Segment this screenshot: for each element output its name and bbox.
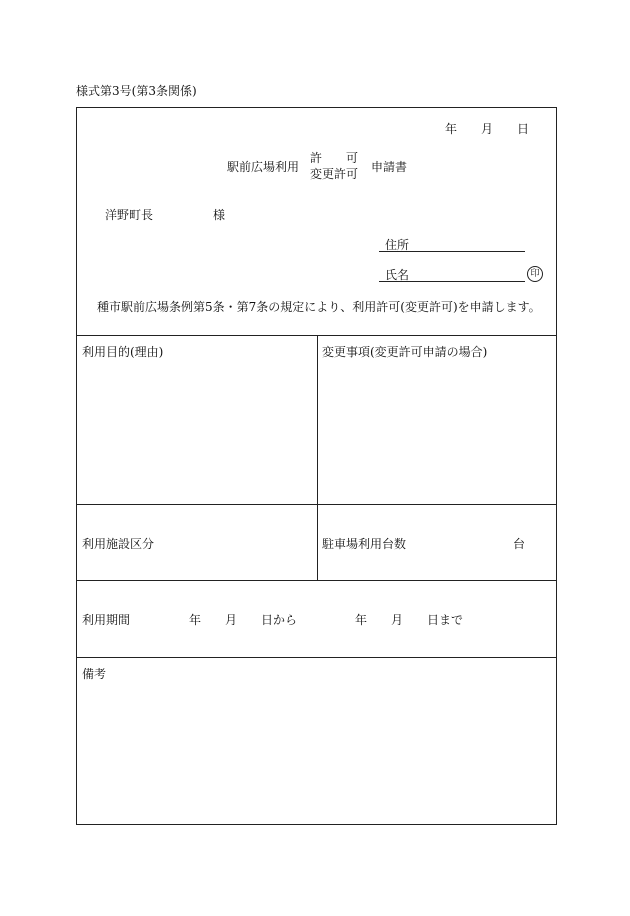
title-option-change: 変更許可: [310, 167, 359, 181]
purpose-label: 利用目的(理由): [82, 345, 164, 359]
address-label: 住所: [385, 238, 410, 252]
title-prefix: 駅前広場利用: [227, 160, 300, 174]
period-from-year: 年: [189, 613, 202, 627]
title-suffix: 申請書: [371, 160, 408, 174]
application-statement: 種市駅前広場条例第5条・第7条の規定により、利用許可(変更許可)を申請します。: [97, 300, 541, 314]
title-option-permit: 許 可: [310, 151, 359, 165]
divider-vertical: [317, 335, 318, 580]
name-label: 氏名: [385, 268, 410, 282]
addressee-honorific: 様: [213, 208, 226, 222]
period-from-suffix: 日から: [261, 613, 298, 627]
change-label: 変更事項(変更許可申請の場合): [322, 345, 488, 359]
name-underline: [379, 281, 525, 282]
parking-label: 駐車場利用台数: [322, 537, 407, 551]
seal-mark: 印: [527, 266, 543, 282]
divider-purpose: [77, 504, 556, 505]
remarks-label: 備考: [82, 667, 107, 681]
date-month: 月: [481, 122, 494, 136]
period-from-month: 月: [225, 613, 238, 627]
address-underline: [379, 251, 525, 252]
period-to-month: 月: [391, 613, 404, 627]
period-to-suffix: 日まで: [427, 613, 464, 627]
period-label: 利用期間: [82, 613, 131, 627]
period-to-year: 年: [355, 613, 368, 627]
parking-unit: 台: [513, 537, 526, 551]
application-form: [76, 107, 557, 825]
addressee-name: 洋野町長: [105, 208, 154, 222]
divider-facility: [77, 580, 556, 581]
date-day: 日: [517, 122, 530, 136]
divider-period: [77, 657, 556, 658]
date-year: 年: [445, 122, 458, 136]
facility-label: 利用施設区分: [82, 537, 155, 551]
form-number: 様式第3号(第3条関係): [76, 84, 197, 98]
